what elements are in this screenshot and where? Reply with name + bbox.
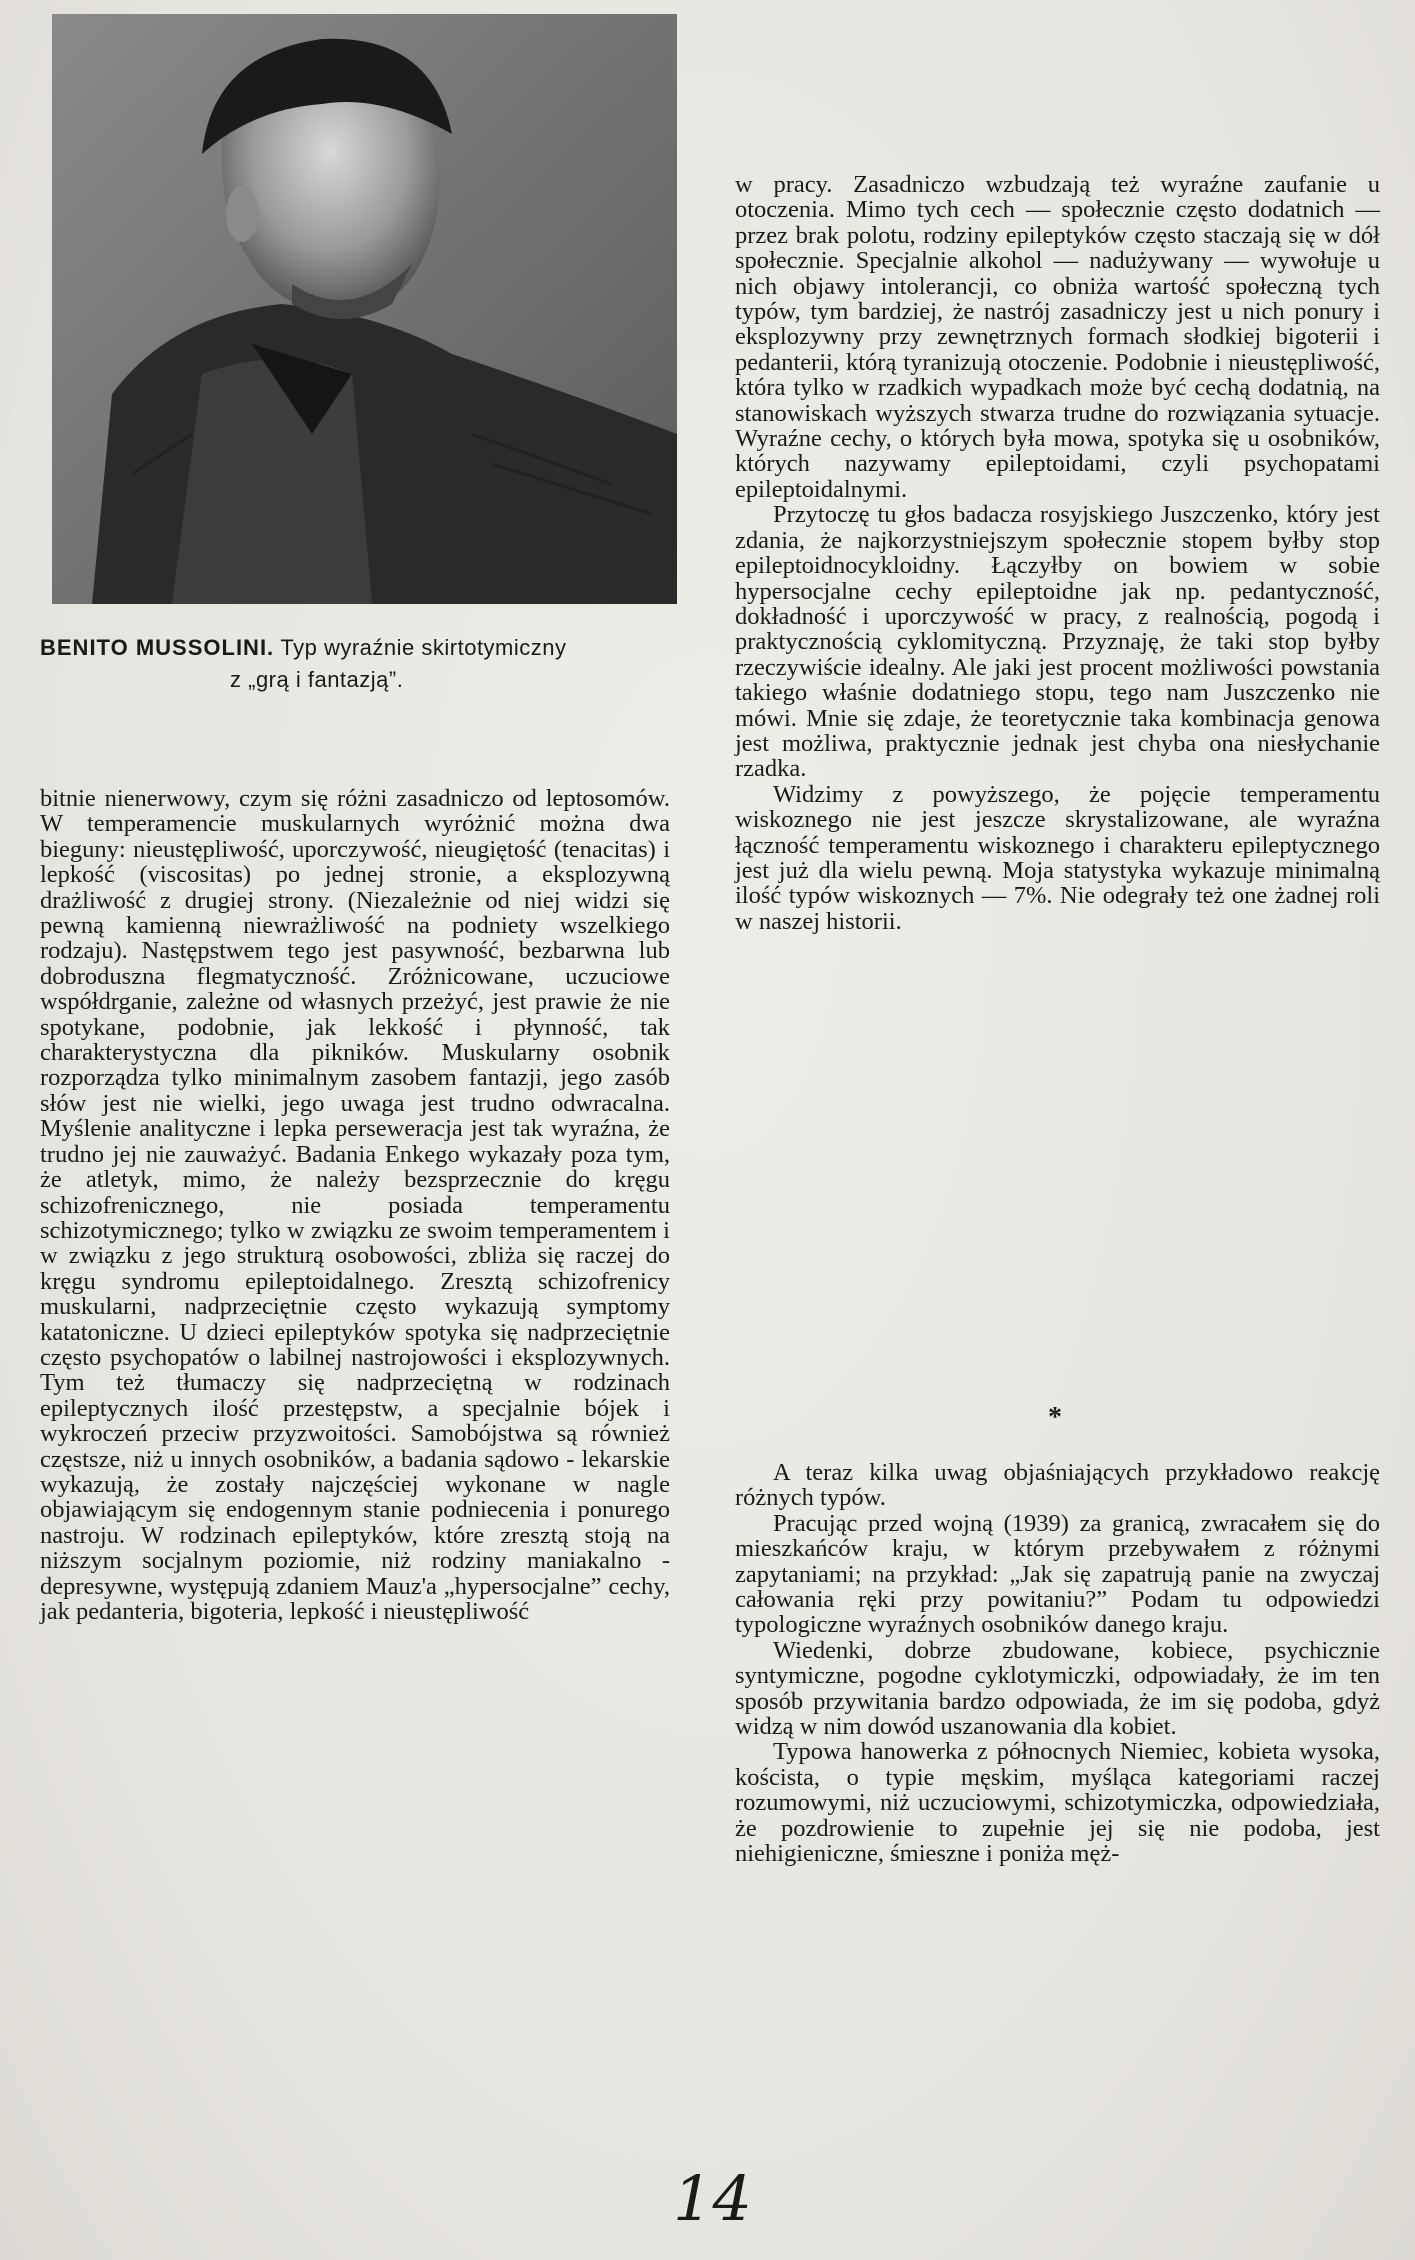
caption-line-1: Typ wyraźnie skirtotymiczny <box>280 635 567 660</box>
right-column <box>735 172 1380 934</box>
right-column-section-2 <box>735 1460 1380 1867</box>
portrait-photo <box>52 14 677 604</box>
paragraph: w pracy. Zasadniczo wzbudzają też wyraźne zaufanie u otoczenia. Mimo tych cech — społecznie często dodatnich — przez brak polotu, rodziny epileptyków często staczają się w dół społecznie. Specjalnie alkohol — nadużywany — wywołuje u nich objawy intolerancji, co obniża wartość społeczną tych typów, tym bardziej, że nastrój zasadniczy jest u nich ponury i eksplozywny przy zewnętrznych formach słodkiej bigoterii i pedanterii, którą tyranizują otoczenie. Podobnie i nieustępliwość, która tylko w rzadkich wypadkach może być cechą dodatnią, na stanowiskach wyższych stwarza trudne do rozwiązania sytuacje. Wyraźne cechy, o których była mowa, spotyka się u osobników, których nazywamy epileptoidami, czyli psychopatami epileptoidalnymi. <box>735 171 1380 503</box>
paragraph: Typowa hanowerka z północnych Niemiec, kobieta wysoka, koścista, o typie męskim, myśląca kategoriami raczej rozumowymi, niż uczuciowymi, schizotymiczka, odpowiedziała, że pozdrowienie to zupełnie jej się nie podoba, jest niehigieniczne, śmieszne i poniża męż- <box>735 1738 1380 1868</box>
caption-line-2: z „grą i fantazją”. <box>230 667 404 692</box>
section-separator: * <box>1048 1402 1062 1433</box>
paragraph: Przytoczę tu głos badacza rosyjskiego Juszczenko, który jest zdania, że najkorzystniejszym społecznie stopem byłby stop epileptoidnocykloidny. Łączyłby on bowiem w sobie hypersocjalne cechy epileptoidne jak np. pedantyczność, dokładność i uporczywość w pracy, z realnością, pogodą i praktycznością cyklomityczną. Przyznaję, że taki stop byłby rzeczywiście idealny. Ale jaki jest procent możliwości powstania takiego właśnie dodatniego stopu, tego nam Juszczenko nie mówi. Mnie się zdaje, że teoretycznie taka kombinacja genowa jest możliwa, praktycznie jednak jest chyba ona niesłychanie rzadka. <box>735 501 1380 783</box>
portrait-photo-icon <box>52 14 677 604</box>
paragraph: Pracując przed wojną (1939) za granicą, zwracałem się do mieszkańców kraju, w którym przebywałem z różnymi zapytaniami; na przykład: „Jak się zapatrują panie na zwyczaj całowania ręki przy powitaniu?” Podam tu odpowiedzi typologiczne wyraźnych osobników danego kraju. <box>735 1509 1380 1639</box>
paragraph: A teraz kilka uwag objaśniających przykładowo reakcję różnych typów. <box>735 1459 1380 1512</box>
photo-caption <box>40 632 700 696</box>
left-column <box>40 786 670 1624</box>
page-number: 14 <box>673 2162 752 2235</box>
caption-name: BENITO MUSSOLINI. <box>40 635 275 660</box>
paragraph: Wiedenki, dobrze zbudowane, kobiece, psychicznie syntymiczne, pogodne cyklotymiczki, odpowiadały, że im ten sposób przywitania bardzo odpowiada, że im się podoba, gdyż widzą w nim dowód uszanowania dla kobiet. <box>735 1636 1380 1741</box>
paragraph: bitnie nienerwowy, czym się różni zasadniczo od leptosomów. W temperamencie muskularnych wyróżnić można dwa bieguny: nieustępliwość, uporczywość, nieugiętość (tenacitas) i lepkość (viscositas) po jednej stronie, a eksplozywną drażliwość z drugiej strony. (Niezależnie od niej widzi się pewną kamienną niewrażliwość na podniety wszelkiego rodzaju). Następstwem tego jest pasywność, bezbarwna lub dobroduszna flegmatyczność. Zróżnicowane, uczuciowe współdrganie, zależne od własnych przeżyć, jest prawie że nie spotykane, podobnie, jak lekkość i płynność, tak charakterystyczna dla pikników. Muskularny osobnik rozporządza tylko minimalnym zasobem fantazji, jego zasób słów jest nie wielki, jego uwaga jest trudno odwracalna. Myślenie analityczne i lepka perseweracja jest tak wyraźna, że trudno jej nie zauważyć. Badania Enkego wykazały poza tym, że atletyk, mimo, że należy bezsprzecznie do kręgu schizofrenicznego, nie posiada temperamentu schizotymicznego; tylko w związku ze swoim temperamentem i w związku z jego strukturą osobowości, zbliża się raczej do kręgu syndromu epileptoidalnego. Zresztą schizofrenicy muskularni, nadprzeciętnie często wykazują symptomy katatoniczne. U dzieci epileptyków spotyka się nadprzeciętnie często psychopatów o labilnej nastrojowości i eksplozywnych. Tym też tłumaczy się nadprzeciętną w rodzinach epileptycznych ilość przestępstw, a specjalnie bójek i wykroczeń przeciw przyzwoitości. Samobójstwa są również częstsze, niż u innych osobników, a badania sądowo - lekarskie wykazują, że zostały najczęściej wykonane w nagle objawiającym się endogennym stanie podniecenia i ponurego nastroju. W rodzinach epileptyków, które zresztą stoją na niższym socjalnym poziomie, niż rodziny maniakalno - depresywne, występują zdaniem Mauz'a „hypersocjalne” cechy, jak pedanteria, bigoteria, lepkość i nieustępliwość <box>40 785 670 1625</box>
paragraph: Widzimy z powyższego, że pojęcie temperamentu wiskoznego nie jest jeszcze skrystalizowane, ale wyraźna łączność temperamentu wiskoznego i charakteru epileptycznego jest już dla wielu pewną. Moja statystyka wykazuje minimalną ilość typów wiskoznych — 7%. Nie odegrały też one żadnej roli w naszej historii. <box>735 780 1380 935</box>
